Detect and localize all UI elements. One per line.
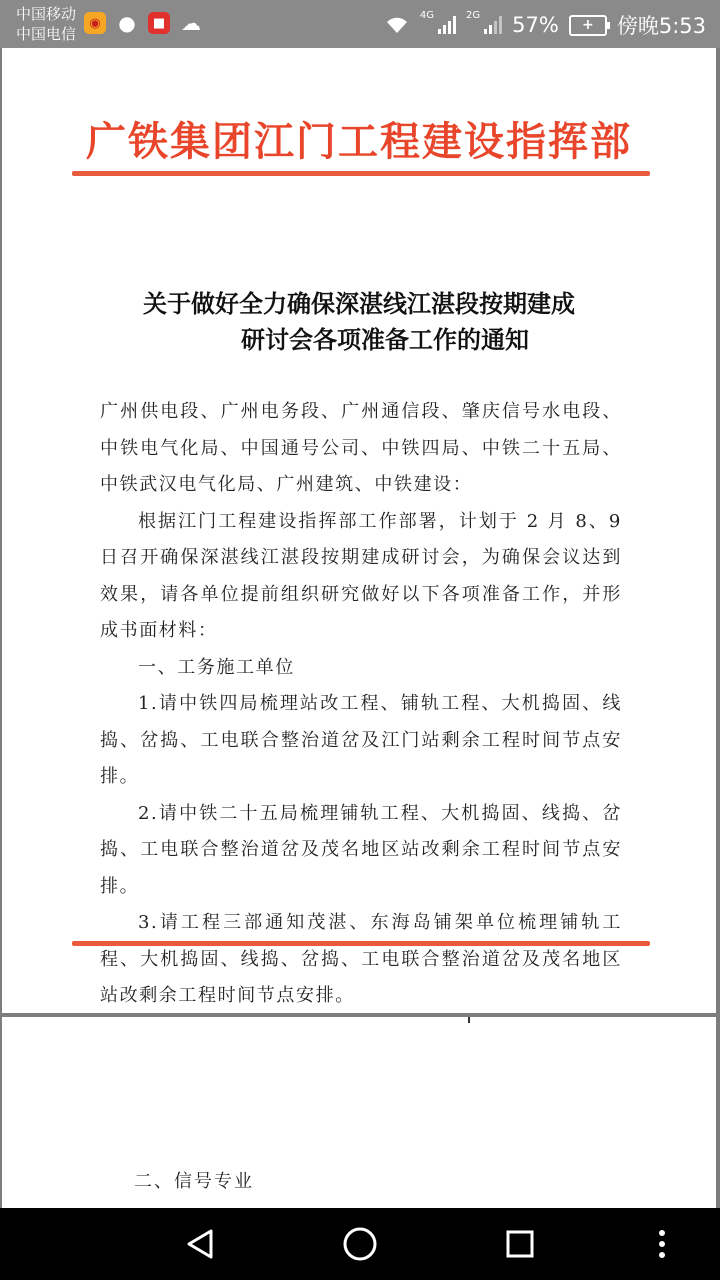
home-button[interactable] bbox=[338, 1222, 382, 1266]
back-button[interactable] bbox=[178, 1222, 222, 1266]
message-icon: ● bbox=[118, 11, 136, 35]
recipients: 广州供电段、广州电务段、广州通信段、肇庆信号水电段、中铁电气化局、中国通号公司、中铁四局、中铁二十五局、中铁武汉电气化局、广州建筑、中铁建设： bbox=[100, 401, 622, 495]
carrier-2: 中国电信 bbox=[16, 25, 77, 43]
news-app-icon: ■ bbox=[148, 12, 170, 34]
battery-percent: 57% bbox=[512, 13, 559, 37]
header-red-rule bbox=[72, 171, 650, 176]
home-icon bbox=[342, 1226, 378, 1262]
recents-icon bbox=[504, 1228, 536, 1260]
clock: 傍晚5:53 bbox=[616, 14, 706, 38]
footer-red-rule bbox=[72, 941, 650, 946]
battery-icon: + bbox=[569, 15, 607, 36]
network-type-2: 2G bbox=[466, 10, 481, 21]
document-page-2[interactable] bbox=[2, 1017, 716, 1217]
cloud-icon: ☁ bbox=[181, 11, 201, 35]
wifi-icon bbox=[384, 15, 410, 35]
status-bar bbox=[0, 0, 720, 48]
notice-title-line2: 研讨会各项准备工作的通知 bbox=[241, 325, 529, 354]
signal-icon-2 bbox=[484, 16, 502, 34]
network-type-1: 4G bbox=[419, 10, 435, 21]
item-2: 2.请中铁二十五局梳理铺轨工程、大机捣固、线捣、岔捣、工电联合整治道岔及茂名地区站改剩余工程时间节点安排。 bbox=[100, 802, 622, 897]
navigation-bar bbox=[0, 1208, 720, 1280]
recents-button[interactable] bbox=[498, 1222, 542, 1266]
notification-icons bbox=[84, 12, 202, 34]
carrier-1: 中国移动 bbox=[16, 5, 77, 23]
notice-title-line1: 关于做好全力确保深湛线江湛段按期建成 bbox=[143, 289, 575, 318]
intro-paragraph: 根据江门工程建设指挥部工作部署，计划于 2 月 8、9 日召开确保深湛线江湛段按期建成研讨会，为确保会议达到效果，请各单位提前组织研究做好以下各项准备工作，并形成书面材料： bbox=[100, 510, 622, 641]
document-page-1[interactable] bbox=[2, 48, 716, 1013]
organization-title: 广铁集团江门工程建设指挥部 bbox=[86, 118, 632, 165]
signal-icon-1 bbox=[438, 16, 456, 34]
item-1: 1.请中铁四局梳理站改工程、铺轨工程、大机捣固、线捣、岔捣、工电联合整治道岔及江门站剩余工程时间节点安排。 bbox=[100, 693, 622, 787]
more-vertical-icon bbox=[657, 1228, 667, 1260]
status-right bbox=[384, 10, 706, 40]
section1-heading: 一、工务施工单位 bbox=[138, 656, 295, 678]
back-icon bbox=[185, 1228, 215, 1260]
weibo-icon: ◉ bbox=[84, 12, 106, 34]
item-3: 3.请工程三部通知茂湛、东海岛铺架单位梳理铺轨工程、大机捣固、线捣、岔捣、工电联合整治道岔及茂名地区站改剩余工程时间节点安排。 bbox=[100, 912, 622, 1006]
section2-heading: 二、信号专业 bbox=[134, 1171, 254, 1192]
carrier-labels bbox=[16, 4, 76, 44]
document-body bbox=[100, 394, 622, 1015]
page-mark bbox=[468, 1017, 470, 1023]
menu-button[interactable] bbox=[640, 1222, 684, 1266]
